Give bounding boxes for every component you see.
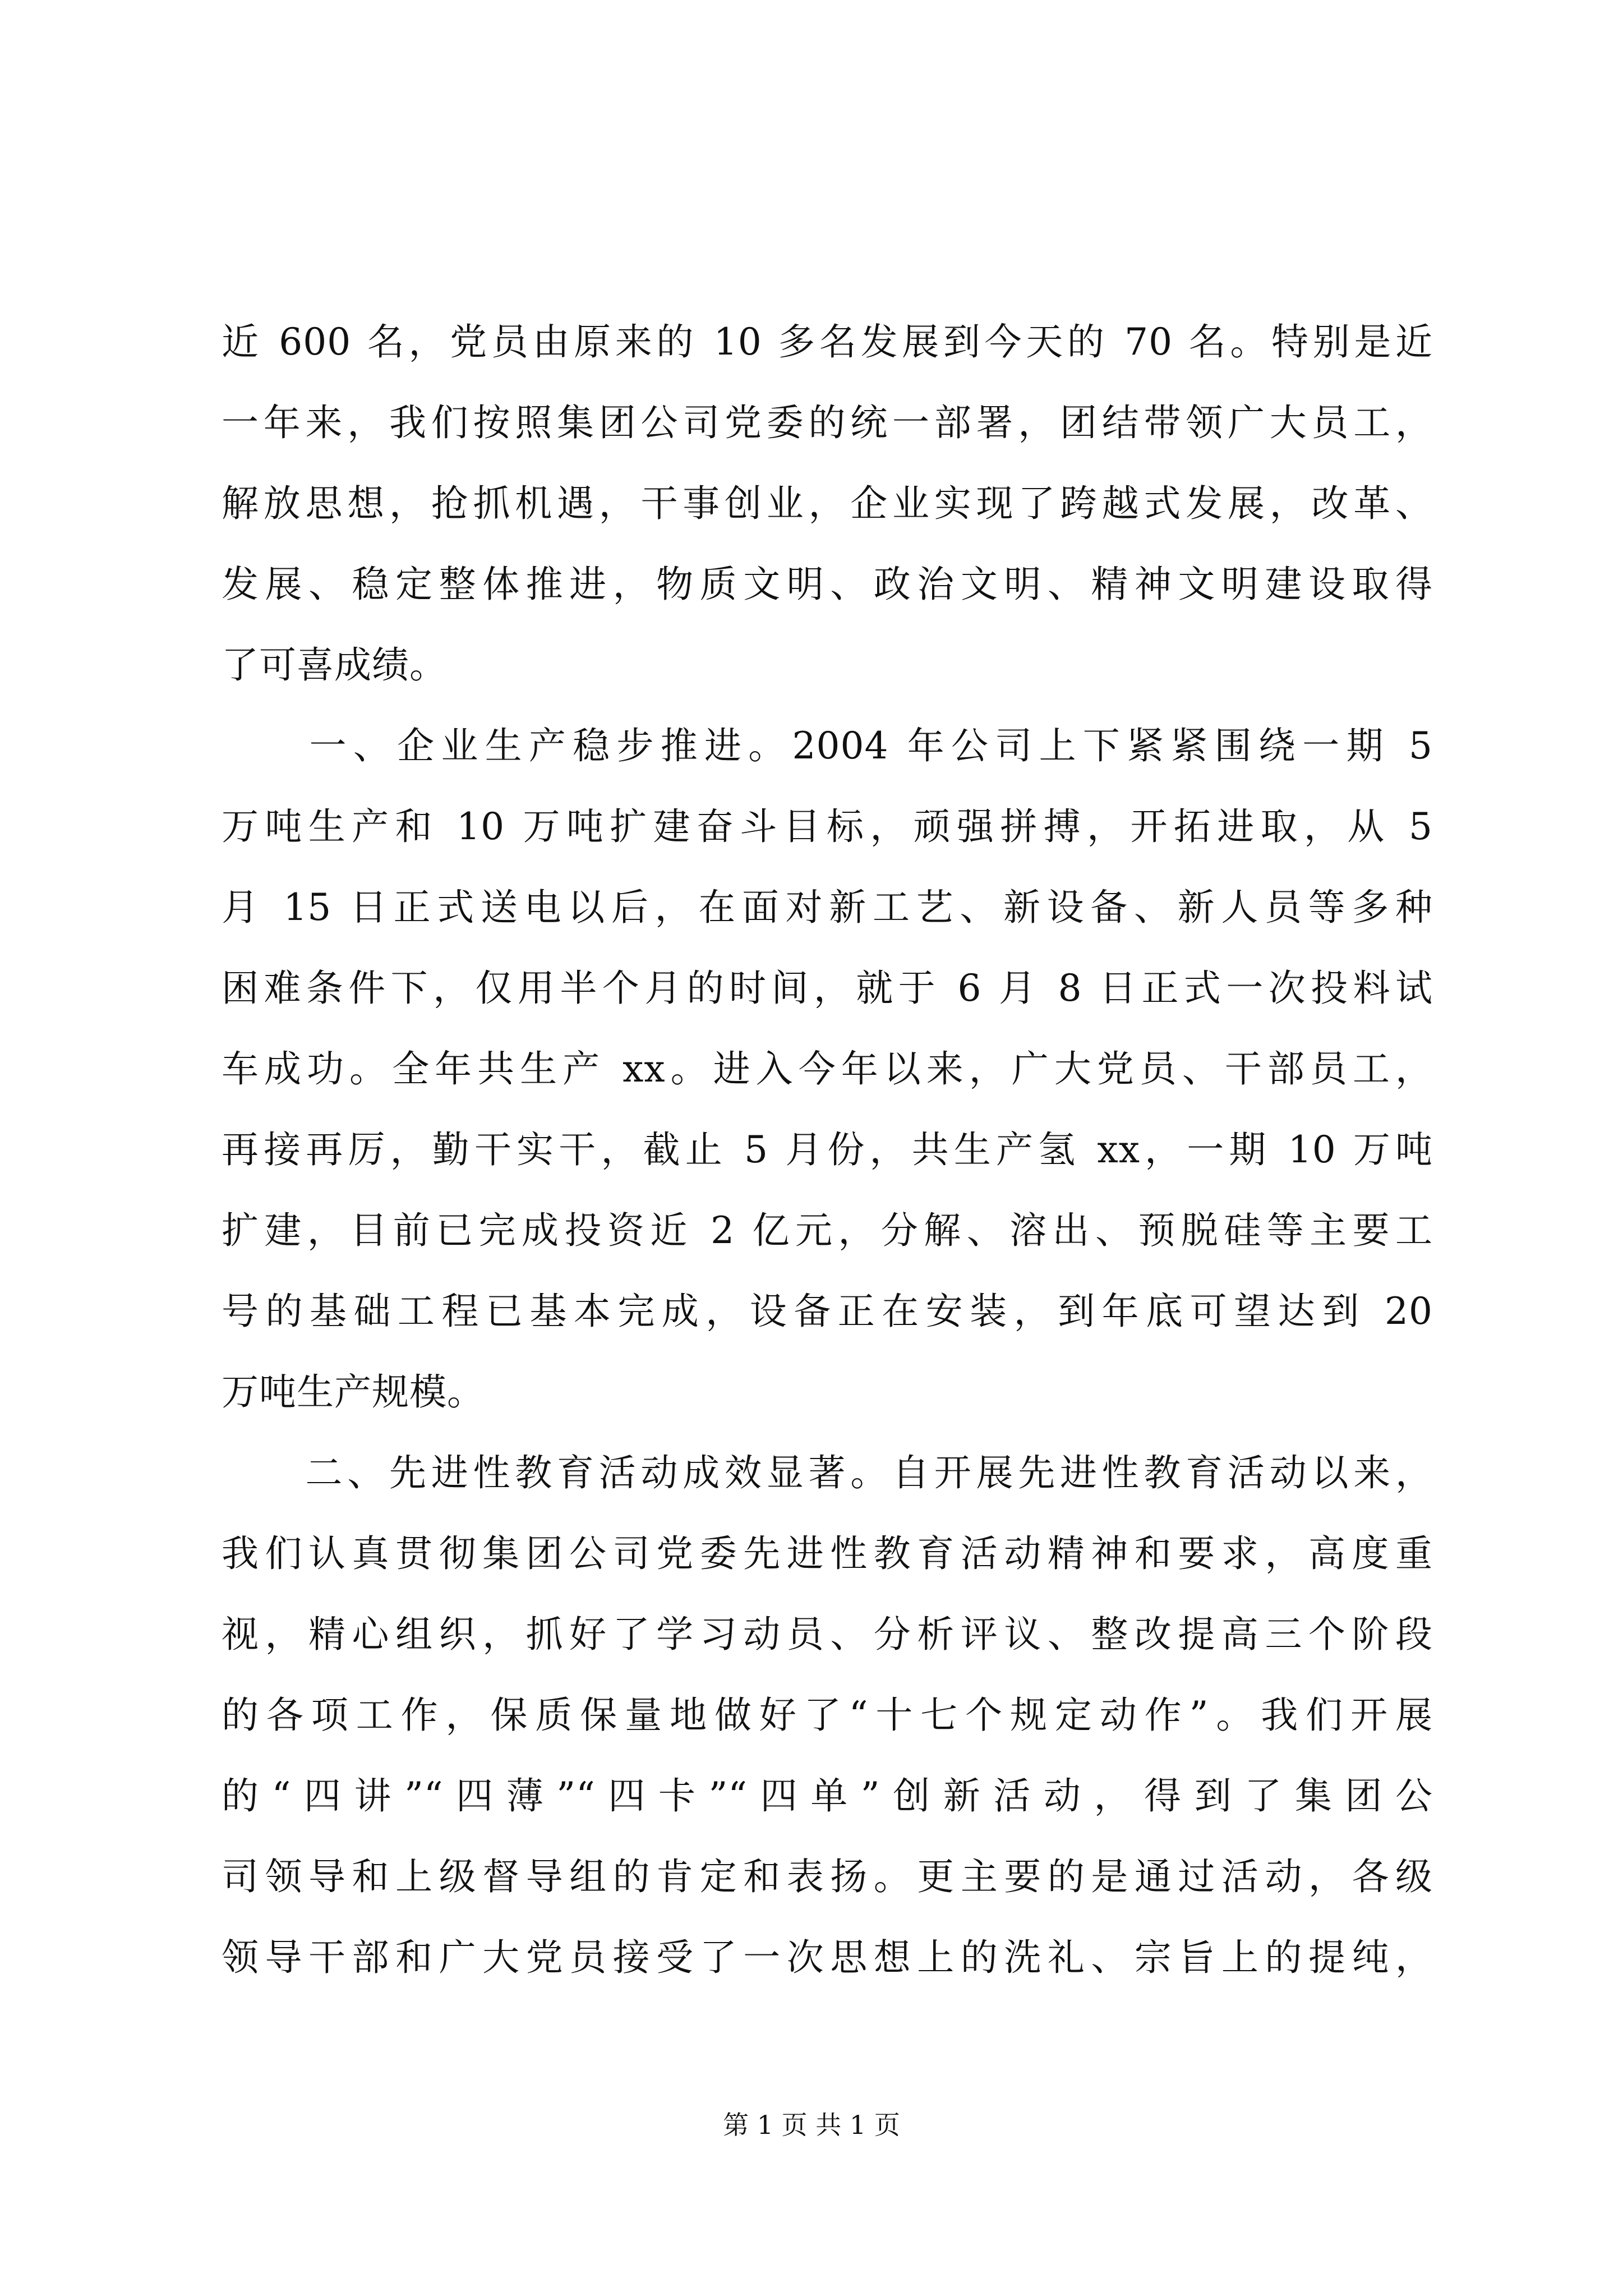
text-line: 困难条件下，仅用半个月的时间，就于 6 月 8 日正式一次投料试: [222, 967, 1433, 1010]
text-line: 再接再厉，勤干实干，截止 5 月份，共生产氢 xx，一期 10 万吨: [222, 1128, 1433, 1171]
text-line: 万吨生产和 10 万吨扩建奋斗目标，顽强拼搏，开拓进取，从 5: [222, 805, 1433, 848]
text-line: 的“四讲”“四薄”“四卡”“四单”创新活动，得到了集团公: [222, 1774, 1433, 1818]
text-line: 视，精心组织，抓好了学习动员、分析评议、整改提高三个阶段: [222, 1613, 1433, 1656]
text-line: 一、企业生产稳步推进。2004 年公司上下紧紧围绕一期 5: [222, 724, 1433, 767]
text-line: 一年来，我们按照集团公司党委的统一部署，团结带领广大员工，: [222, 401, 1433, 444]
page-footer: 第 1 页 共 1 页: [723, 2110, 900, 2140]
text-line: 扩建，目前已完成投资近 2 亿元，分解、溶出、预脱硅等主要工: [222, 1209, 1433, 1252]
text-line: 的各项工作，保质保量地做好了“十七个规定动作”。我们开展: [222, 1694, 1433, 1737]
text-line: 我们认真贯彻集团公司党委先进性教育活动精神和要求，高度重: [222, 1532, 1433, 1575]
text-line: 领导干部和广大党员接受了一次思想上的洗礼、宗旨上的提纯，: [222, 1936, 1433, 1979]
text-line: 月 15 日正式送电以后，在面对新工艺、新设备、新人员等多种: [222, 886, 1433, 929]
text-line: 二、先进性教育活动成效显著。自开展先进性教育活动以来，: [222, 1451, 1433, 1494]
text-line: 司领导和上级督导组的肯定和表扬。更主要的是通过活动，各级: [222, 1855, 1433, 1898]
text-line: 发展、稳定整体推进，物质文明、政治文明、精神文明建设取得: [222, 563, 1433, 606]
body-text: [222, 302, 1433, 1998]
text-line: 号的基础工程已基本完成，设备正在安装，到年底可望达到 20: [222, 1290, 1433, 1333]
text-line: 近 600 名，党员由原来的 10 多名发展到今天的 70 名。特别是近: [222, 320, 1433, 364]
text-line: 万吨生产规模。: [222, 1370, 485, 1414]
text-line: 解放思想，抢抓机遇，干事创业，企业实现了跨越式发展，改革、: [222, 482, 1433, 525]
text-line: 车成功。全年共生产 xx。进入今年以来，广大党员、干部员工，: [222, 1047, 1433, 1091]
text-line: 了可喜成绩。: [222, 643, 447, 687]
